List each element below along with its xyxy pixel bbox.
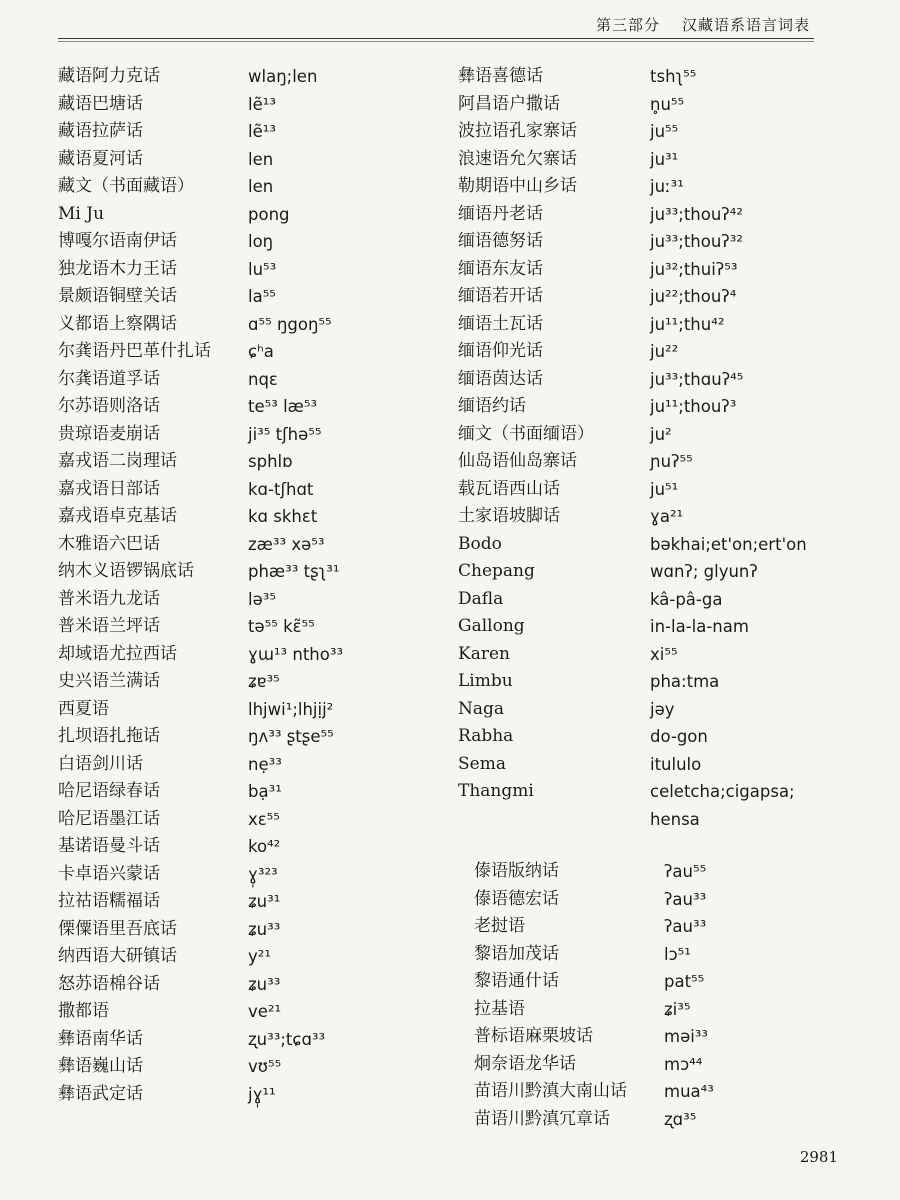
language-name: 义都语上察隅话 xyxy=(58,313,177,334)
word-form: mɔ⁴⁴ xyxy=(664,1054,703,1074)
entry-row xyxy=(58,91,343,119)
entry-row xyxy=(458,751,807,779)
word-form: ɣ̩³²³ xyxy=(248,864,278,884)
entry-row xyxy=(58,613,343,641)
language-name: 彝语南华话 xyxy=(58,1028,143,1049)
word-form: phæ³³ tʂʅ³¹ xyxy=(248,562,340,581)
language-name: 浪速语允欠寨话 xyxy=(458,148,577,169)
entry-row xyxy=(58,751,343,779)
entry-row xyxy=(458,338,807,366)
word-form: do-gon xyxy=(650,727,708,746)
word-form: ɣɯ¹³ ntho³³ xyxy=(248,644,344,664)
entry-row xyxy=(458,668,807,696)
language-name: 傈僳语里吾底话 xyxy=(58,918,177,939)
entry-row xyxy=(58,531,343,559)
entry-row xyxy=(458,613,807,641)
entry-row xyxy=(458,173,807,201)
entry-row xyxy=(458,256,807,284)
language-name: Limbu xyxy=(458,671,513,691)
header-part: 第三部分 xyxy=(595,16,660,34)
entry-row xyxy=(458,366,807,394)
language-name: 彝语武定话 xyxy=(58,1083,143,1104)
language-name: 缅语茵达话 xyxy=(458,368,543,389)
word-form: ju²² xyxy=(650,342,679,361)
entry-row xyxy=(58,696,343,724)
language-name: 苗语川黔滇冗章话 xyxy=(474,1108,610,1129)
word-form: n̥u⁵⁵ xyxy=(650,94,685,114)
word-form: loŋ xyxy=(248,232,274,251)
language-name: Thangmi xyxy=(458,781,534,801)
entry-row xyxy=(58,558,343,586)
word-form: y²¹ xyxy=(248,947,271,966)
language-name: 黎语通什话 xyxy=(474,971,559,991)
word-form: juː³¹ xyxy=(650,177,684,196)
entry-row xyxy=(458,1023,807,1051)
word-form: ju¹¹;thu⁴² xyxy=(650,314,725,334)
language-name: Mi Ju xyxy=(58,203,105,224)
language-name: 尔苏语则洛话 xyxy=(58,396,160,416)
language-name: 载瓦语西山话 xyxy=(458,478,560,499)
language-name: 仙岛语仙岛寨话 xyxy=(458,451,577,471)
word-form: lẽ¹³ xyxy=(248,122,276,141)
entry-row xyxy=(58,586,343,614)
right-column-group1 xyxy=(458,63,807,806)
entry-row xyxy=(58,916,343,944)
entry-row xyxy=(58,228,343,256)
language-name: 哈尼语绿春话 xyxy=(58,781,160,801)
word-form: celetcha;cigapsa; xyxy=(650,782,795,801)
entry-row xyxy=(458,968,807,996)
continuation-form: hensa xyxy=(650,809,700,829)
language-name: 缅语土瓦话 xyxy=(458,313,543,334)
language-name: Chepang xyxy=(458,561,535,581)
language-name: 彝语喜德话 xyxy=(458,66,543,86)
language-name: 撒都语 xyxy=(58,1001,109,1021)
word-form: ʔau³³ xyxy=(664,917,707,936)
language-name: 阿昌语户撒话 xyxy=(458,93,560,114)
entry-row xyxy=(58,63,343,91)
entry-row xyxy=(458,311,807,339)
language-name: 炯奈语龙华话 xyxy=(474,1053,576,1074)
entry-row xyxy=(58,668,343,696)
word-form: jəy xyxy=(650,699,675,719)
word-form: sphlɒ xyxy=(248,452,293,471)
entry-row xyxy=(458,531,807,559)
entry-row xyxy=(58,861,343,889)
word-form: ʔau³³ xyxy=(664,889,707,909)
word-form: ju³¹ xyxy=(650,149,679,169)
language-name: 缅语仰光话 xyxy=(458,341,543,361)
language-name: Gallong xyxy=(458,616,525,636)
entry-row xyxy=(458,558,807,586)
word-form: tshʅ⁵⁵ xyxy=(650,67,697,86)
word-form: len xyxy=(248,149,274,169)
entry-row xyxy=(458,641,807,669)
group-gap xyxy=(458,833,807,858)
word-form: te⁵³ læ⁵³ xyxy=(248,397,318,416)
word-form: vʊ⁵⁵ xyxy=(248,1057,282,1076)
language-name: 拉基语 xyxy=(474,998,525,1019)
language-name: 哈尼语墨江话 xyxy=(58,808,160,829)
page-number: 2981 xyxy=(799,1148,838,1166)
entry-row xyxy=(58,476,343,504)
language-name: 木雅语六巴话 xyxy=(58,533,160,554)
word-form: ʐu³³;tɕɑ³³ xyxy=(248,1029,326,1049)
entry-row xyxy=(458,723,807,751)
word-form: kɑ skhɛt xyxy=(248,507,318,526)
word-form: bạ³¹ xyxy=(248,782,282,801)
entry-row xyxy=(458,996,807,1024)
entry-row xyxy=(58,146,343,174)
entry-row xyxy=(58,173,343,201)
language-name: 藏语阿力克话 xyxy=(58,66,160,86)
entry-row xyxy=(458,283,807,311)
word-form: in-la-la-nam xyxy=(650,617,749,636)
language-name: 缅语约话 xyxy=(458,396,526,416)
language-name: 扎坝语扎拖话 xyxy=(58,726,160,746)
entry-row xyxy=(458,1051,807,1079)
entry-row xyxy=(58,311,343,339)
language-name: 缅语东友话 xyxy=(458,258,543,279)
language-name: 普米语九龙话 xyxy=(58,588,160,609)
language-name: 拉祜语糯福话 xyxy=(58,891,160,911)
entry-row xyxy=(58,888,343,916)
entry-row xyxy=(58,201,343,229)
language-name: Sema xyxy=(458,753,506,774)
entry-row xyxy=(58,118,343,146)
language-name: 贵琼语麦崩话 xyxy=(58,423,160,444)
word-form: kâ-pâ-ga xyxy=(650,589,723,609)
language-name: Rabha xyxy=(458,726,514,746)
running-header xyxy=(0,14,810,35)
word-form: wɑnʔ; glyunʔ xyxy=(650,562,758,581)
entry-row xyxy=(458,448,807,476)
word-form: ju³³;thouʔ³² xyxy=(650,232,743,251)
entry-row xyxy=(58,421,343,449)
entry-row xyxy=(58,778,343,806)
language-name: Dafla xyxy=(458,588,504,609)
word-form: pat⁵⁵ xyxy=(664,972,705,991)
language-name: 傣语德宏话 xyxy=(474,888,559,909)
entry-row xyxy=(458,146,807,174)
language-name: 藏文（书面藏语） xyxy=(58,176,194,196)
language-name: 纳西语大研镇话 xyxy=(58,946,177,966)
language-name: 独龙语木力王话 xyxy=(58,258,177,279)
word-form: ʐɑ³⁵ xyxy=(664,1109,697,1129)
language-name: 缅语丹老话 xyxy=(458,203,543,224)
word-form: ʑu³³ xyxy=(248,919,281,939)
entry-row xyxy=(458,778,807,806)
word-form: pha:tma xyxy=(650,672,720,691)
word-form: ju¹¹;thouʔ³ xyxy=(650,397,737,416)
language-name: 缅语德努话 xyxy=(458,231,543,251)
entry-row xyxy=(458,858,807,886)
word-form: lu⁵³ xyxy=(248,259,277,279)
entry-row xyxy=(458,913,807,941)
entry-row xyxy=(458,886,807,914)
entry-row xyxy=(458,393,807,421)
word-form: ko⁴² xyxy=(248,837,281,856)
word-form: lhjwi¹;lhjịj² xyxy=(248,699,334,719)
entry-row xyxy=(58,723,343,751)
language-name: 嘉戎语二岗理话 xyxy=(58,451,177,471)
language-name: 尔龚语丹巴革什扎话 xyxy=(58,341,211,361)
word-form: ju³²;thuiʔ⁵³ xyxy=(650,259,738,279)
word-form: nẹ³³ xyxy=(248,754,282,774)
word-form: nqɛ xyxy=(248,369,278,389)
word-form: jɣ̩¹¹ xyxy=(248,1084,276,1104)
language-name: 卡卓语兴蒙话 xyxy=(58,863,160,884)
language-name: 藏语夏河话 xyxy=(58,148,143,169)
language-name: 却域语尤拉西话 xyxy=(58,643,177,664)
entry-row xyxy=(58,256,343,284)
language-name: 嘉戎语卓克基话 xyxy=(58,506,177,526)
entry-row xyxy=(58,971,343,999)
language-name: 彝语巍山话 xyxy=(58,1056,143,1076)
word-form: itululo xyxy=(650,754,702,774)
entry-row xyxy=(458,118,807,146)
word-form: zæ³³ xə⁵³ xyxy=(248,534,325,554)
continuation-line xyxy=(458,806,807,834)
word-form: ji³⁵ tʃhə⁵⁵ xyxy=(248,424,322,444)
word-form: bəkhai;et'on;ert'on xyxy=(650,534,807,554)
language-name: Naga xyxy=(458,698,505,719)
language-name: 藏语拉萨话 xyxy=(58,121,143,141)
entry-row xyxy=(458,503,807,531)
word-form: ɲuʔ⁵⁵ xyxy=(650,452,693,471)
word-form: pong xyxy=(248,204,290,224)
entry-row xyxy=(458,941,807,969)
word-form: lɔ⁵¹ xyxy=(664,944,691,964)
entry-row xyxy=(58,393,343,421)
word-form: ŋʌ³³ ʂtʂe⁵⁵ xyxy=(248,727,334,746)
word-form: lẽ¹³ xyxy=(248,94,276,114)
entry-row xyxy=(58,338,343,366)
entry-row xyxy=(458,63,807,91)
language-name: 缅文（书面缅语） xyxy=(458,423,594,444)
entry-row xyxy=(58,833,343,861)
language-name: 波拉语孔家寨话 xyxy=(458,121,577,141)
word-form: ju² xyxy=(650,424,672,444)
word-form: ju³³;thouʔ⁴² xyxy=(650,204,743,224)
language-name: 白语剑川话 xyxy=(58,753,143,774)
language-name: 基诺语曼斗话 xyxy=(58,836,160,856)
language-name: 勒期语中山乡话 xyxy=(458,176,577,196)
word-form: wlaŋ;len xyxy=(248,67,318,86)
entry-row xyxy=(58,1026,343,1054)
word-form: ʑi³⁵ xyxy=(664,999,691,1019)
word-form: la⁵⁵ xyxy=(248,287,276,306)
entry-row xyxy=(458,476,807,504)
word-form: mua⁴³ xyxy=(664,1082,714,1101)
language-name: Karen xyxy=(458,643,510,664)
entry-row xyxy=(58,1081,343,1109)
right-column-group2 xyxy=(458,858,807,1133)
language-name: 黎语加茂话 xyxy=(474,943,559,964)
word-form: len xyxy=(248,177,274,196)
word-form: ju⁵⁵ xyxy=(650,122,679,141)
word-form: ʑɐ³⁵ xyxy=(248,672,280,691)
entry-row xyxy=(58,943,343,971)
entry-row xyxy=(458,696,807,724)
word-form: ɑ⁵⁵ ŋgoŋ⁵⁵ xyxy=(248,314,332,334)
entry-row xyxy=(58,366,343,394)
word-form: kɑ-tʃhɑt xyxy=(248,479,314,499)
word-form: ju⁵¹ xyxy=(650,479,679,499)
language-name: 傣语版纳话 xyxy=(474,861,559,881)
language-name: 藏语巴塘话 xyxy=(58,93,143,114)
entry-row xyxy=(58,641,343,669)
header-title: 汉藏语系语言词表 xyxy=(681,16,810,34)
entry-row xyxy=(58,1053,343,1081)
word-form: ju²²;thouʔ⁴ xyxy=(650,287,737,306)
word-form: ve²¹ xyxy=(248,1002,282,1021)
language-name: 普标语麻栗坡话 xyxy=(474,1026,593,1046)
word-form: ɕʰa xyxy=(248,342,274,361)
language-name: 博嘎尔语南伊话 xyxy=(58,231,177,251)
language-name: 西夏语 xyxy=(58,698,109,719)
word-form: ʔau⁵⁵ xyxy=(664,862,707,881)
word-form: tə⁵⁵ kɛ̃⁵⁵ xyxy=(248,617,315,636)
word-form: ʑu³¹ xyxy=(248,892,281,911)
word-form: ɣa²¹ xyxy=(650,507,684,526)
entry-row xyxy=(458,586,807,614)
language-name: 怒苏语棉谷话 xyxy=(58,973,160,994)
entry-row xyxy=(58,998,343,1026)
entry-row xyxy=(458,91,807,119)
header-rule-secondary xyxy=(58,41,814,42)
language-name: 土家语坡脚话 xyxy=(458,506,560,526)
language-name: 景颇语铜壁关话 xyxy=(58,286,177,306)
language-name: 缅语若开话 xyxy=(458,286,543,306)
word-form: məi³³ xyxy=(664,1027,709,1046)
language-name: 苗语川黔滇大南山话 xyxy=(474,1081,627,1101)
word-form: ju³³;thɑuʔ⁴⁵ xyxy=(650,369,744,389)
entry-row xyxy=(458,201,807,229)
word-form: lə³⁵ xyxy=(248,589,276,609)
word-form: ʑu³³ xyxy=(248,974,281,994)
entry-row xyxy=(58,806,343,834)
language-name: 史兴语兰满话 xyxy=(58,671,160,691)
entry-row xyxy=(458,421,807,449)
language-name: 老挝语 xyxy=(474,916,525,936)
language-name: 纳木义语锣锅底话 xyxy=(58,561,194,581)
entry-row xyxy=(458,1078,807,1106)
language-name: 普米语兰坪话 xyxy=(58,616,160,636)
entry-row xyxy=(58,448,343,476)
entry-row xyxy=(458,1106,807,1134)
language-name: 嘉戎语日部话 xyxy=(58,478,160,499)
language-name: 尔龚语道孚话 xyxy=(58,368,160,389)
left-column xyxy=(58,63,343,1108)
entry-row xyxy=(58,503,343,531)
language-name: Bodo xyxy=(458,533,502,554)
word-form: xɛ⁵⁵ xyxy=(248,809,280,829)
right-column xyxy=(458,63,807,1133)
word-form: xi⁵⁵ xyxy=(650,644,678,664)
entry-row xyxy=(458,228,807,256)
entry-row xyxy=(58,283,343,311)
header-rule xyxy=(58,38,814,39)
